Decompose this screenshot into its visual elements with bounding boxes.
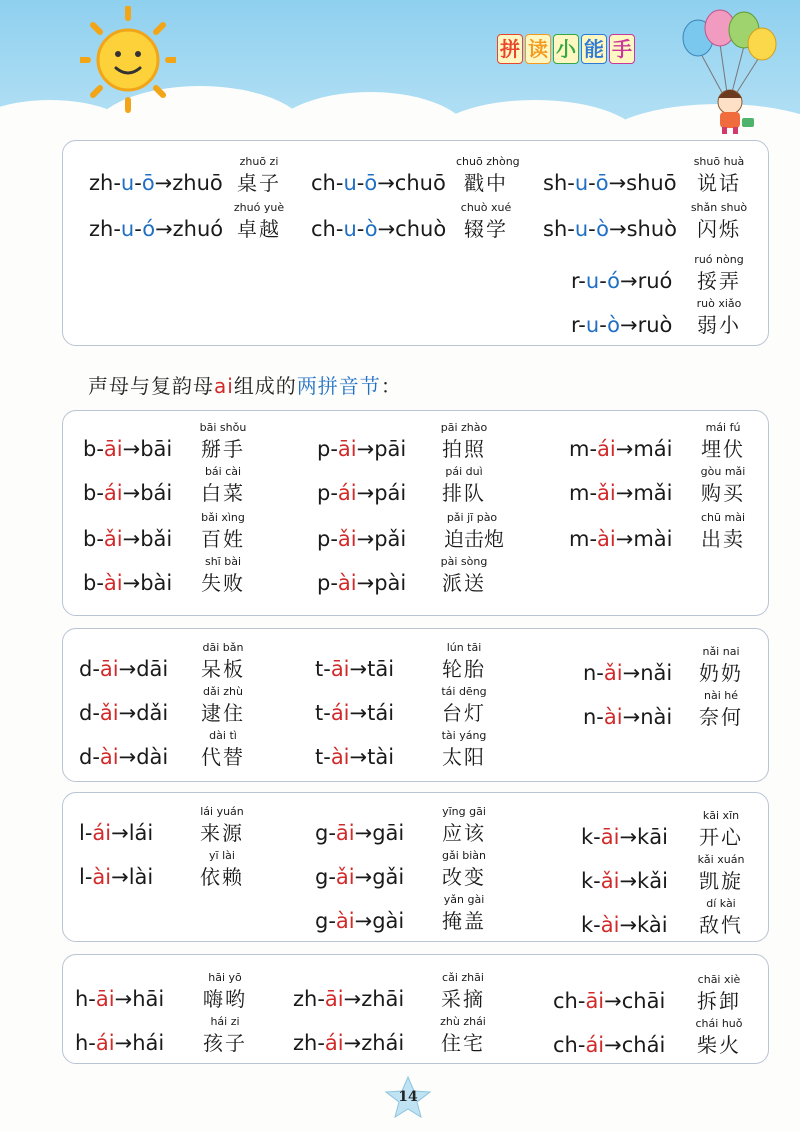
word-pinyin: gǎi biàn — [441, 849, 487, 862]
spelling-expression — [79, 821, 153, 845]
result: →gài — [354, 909, 405, 933]
word-hanzi: 开心 — [699, 825, 743, 849]
final: āi — [330, 657, 350, 681]
spelling-expression — [553, 989, 665, 1013]
word-pinyin: cǎi zhāi — [442, 971, 484, 984]
spelling-expression — [571, 313, 672, 337]
word-hanzi: 出卖 — [701, 527, 745, 551]
result: →mǎi — [615, 481, 673, 505]
result: →pái — [356, 481, 407, 505]
final: ái — [330, 701, 350, 725]
initial: h- — [75, 1031, 96, 1055]
title-char: 能 — [581, 34, 607, 64]
sun-icon — [80, 6, 176, 116]
initial: d- — [79, 701, 100, 725]
medial: u — [585, 313, 600, 337]
spelling-expression — [581, 825, 668, 849]
spelling-expression — [569, 437, 673, 461]
word-pinyin: tái dēng — [441, 685, 487, 698]
word-hanzi: 掩盖 — [442, 909, 486, 933]
spelling-expression — [75, 987, 164, 1011]
word-pinyin: yīng gāi — [442, 805, 486, 818]
final: ǎi — [600, 869, 620, 893]
result: →bái — [122, 481, 173, 505]
result: →zhuō — [154, 171, 223, 195]
word-pinyin: dí kài — [706, 897, 736, 910]
initial: p- — [317, 571, 338, 595]
final: ài — [103, 571, 123, 595]
initial: zh- — [89, 217, 121, 241]
medial: u — [120, 171, 135, 195]
word-pinyin: kǎi xuán — [697, 853, 745, 866]
word-hanzi: 代替 — [201, 745, 245, 769]
spelling-expression — [311, 217, 446, 241]
final: ái — [324, 1031, 344, 1055]
word-hanzi: 购买 — [701, 481, 745, 505]
word-hanzi: 奶奶 — [699, 661, 743, 685]
word-pinyin: ruò xiǎo — [696, 297, 742, 310]
final: āi — [95, 987, 115, 1011]
final: ài — [330, 745, 350, 769]
word-hanzi: 拆卸 — [697, 989, 741, 1013]
result: →hái — [114, 1031, 165, 1055]
spelling-expression — [583, 661, 672, 685]
word-pinyin: kāi xīn — [702, 809, 740, 822]
word-hanzi: 排队 — [442, 481, 486, 505]
spelling-expression — [569, 481, 673, 505]
word-pinyin: pǎi jī pào — [446, 511, 498, 524]
spelling-expression — [315, 745, 394, 769]
word-hanzi: 辍学 — [464, 217, 508, 241]
final: ái — [337, 481, 357, 505]
spelling-expression — [79, 701, 168, 725]
title-char: 拼 — [497, 34, 523, 64]
word-hanzi: 依赖 — [200, 865, 244, 889]
spelling-expression — [315, 865, 404, 889]
syllable-box-uo — [62, 140, 769, 346]
word-pinyin: nài hé — [703, 689, 738, 702]
initial: b- — [83, 481, 104, 505]
final: ái — [103, 481, 123, 505]
word-hanzi: 嗨哟 — [203, 987, 247, 1011]
balloon-girl-icon — [676, 8, 782, 136]
word-pinyin: lái yuán — [200, 805, 244, 818]
result: →mái — [615, 437, 673, 461]
spelling-expression — [83, 481, 172, 505]
word-hanzi: 呆板 — [201, 657, 245, 681]
final: ài — [92, 865, 112, 889]
word-hanzi: 卓越 — [237, 217, 281, 241]
word-hanzi: 孩子 — [203, 1031, 247, 1055]
spelling-expression — [79, 745, 168, 769]
result: →tài — [349, 745, 395, 769]
word-hanzi: 台灯 — [442, 701, 486, 725]
word-pinyin: zhù zhái — [440, 1015, 486, 1028]
word-pinyin: pài sòng — [440, 555, 488, 568]
word-hanzi: 逮住 — [201, 701, 245, 725]
syllable-box-dtn — [62, 628, 769, 782]
title-char: 手 — [609, 34, 635, 64]
final: ài — [335, 909, 355, 933]
final: āi — [99, 657, 119, 681]
initial: h- — [75, 987, 96, 1011]
result: →tái — [349, 701, 395, 725]
final: ó — [607, 269, 621, 293]
spelling-expression — [581, 869, 668, 893]
initial: m- — [569, 481, 598, 505]
instruction-part: 声母与复韵母 — [88, 374, 214, 398]
initial: k- — [581, 869, 601, 893]
result: →tāi — [349, 657, 395, 681]
connector: - — [356, 171, 365, 195]
initial: g- — [315, 865, 336, 889]
word-hanzi: 奈何 — [699, 705, 743, 729]
result: →gǎi — [354, 865, 405, 889]
word-pinyin: pái duì — [445, 465, 483, 478]
syllable-box-lgk — [62, 792, 769, 942]
result: →dāi — [118, 657, 169, 681]
word-pinyin: yǎn gài — [443, 893, 485, 906]
initial: sh- — [543, 217, 575, 241]
final: ǎi — [603, 661, 623, 685]
spelling-expression — [569, 527, 673, 551]
result: →zhāi — [343, 987, 405, 1011]
initial: ch- — [311, 171, 344, 195]
result: →pài — [356, 571, 407, 595]
final: ái — [95, 1031, 115, 1055]
initial: sh- — [543, 171, 575, 195]
result: →dǎi — [118, 701, 169, 725]
medial: u — [343, 171, 357, 195]
word-pinyin: lún tāi — [446, 641, 482, 654]
title-char: 读 — [525, 34, 551, 64]
spelling-expression — [315, 909, 404, 933]
final: ǎi — [335, 865, 355, 889]
spelling-expression — [581, 913, 668, 937]
connector: - — [588, 217, 597, 241]
result: →chuò — [377, 217, 447, 241]
word-hanzi: 弱小 — [697, 313, 741, 337]
result: →ruó — [620, 269, 673, 293]
spelling-expression — [83, 571, 172, 595]
word-pinyin: yī lài — [209, 849, 235, 862]
syllable-box-hzhch — [62, 954, 769, 1064]
spelling-expression — [293, 1031, 404, 1055]
result: →zhái — [343, 1031, 405, 1055]
spelling-expression — [79, 657, 168, 681]
initial: b- — [83, 437, 104, 461]
word-hanzi: 白菜 — [201, 481, 245, 505]
final: āi — [324, 987, 344, 1011]
word-pinyin: ruó nòng — [694, 253, 744, 266]
spelling-expression — [75, 1031, 164, 1055]
final: ài — [600, 913, 620, 937]
word-hanzi: 迫击炮 — [444, 527, 504, 551]
initial: p- — [317, 527, 338, 551]
initial: n- — [583, 661, 604, 685]
spelling-expression — [315, 701, 394, 725]
spelling-expression — [583, 705, 672, 729]
spelling-expression — [89, 217, 223, 241]
spelling-expression — [293, 987, 404, 1011]
initial: p- — [317, 481, 338, 505]
final: ǎi — [337, 527, 357, 551]
initial: n- — [583, 705, 604, 729]
spelling-expression — [571, 269, 672, 293]
spelling-expression — [543, 217, 677, 241]
page-header — [0, 0, 800, 140]
result: →chuō — [377, 171, 446, 195]
word-pinyin: hāi yō — [208, 971, 242, 984]
word-pinyin: bāi shǒu — [199, 421, 247, 434]
word-hanzi: 住宅 — [441, 1031, 485, 1055]
initial: t- — [315, 745, 331, 769]
spelling-expression — [317, 481, 406, 505]
connector: - — [599, 269, 608, 293]
word-hanzi: 拍照 — [442, 437, 486, 461]
initial: m- — [569, 527, 598, 551]
initial: b- — [83, 571, 104, 595]
initial: k- — [581, 825, 601, 849]
connector: - — [588, 171, 596, 195]
final: ò — [596, 217, 609, 241]
result: →shuō — [608, 171, 677, 195]
word-hanzi: 埋伏 — [701, 437, 745, 461]
result: →hāi — [114, 987, 165, 1011]
initial: b- — [83, 527, 104, 551]
spelling-expression — [83, 437, 172, 461]
medial: u — [343, 217, 357, 241]
word-hanzi: 桌子 — [237, 171, 281, 195]
word-pinyin: dāi bǎn — [202, 641, 244, 654]
word-hanzi: 戳中 — [464, 171, 508, 195]
final: ò — [607, 313, 621, 337]
connector: - — [134, 171, 142, 195]
initial: l- — [79, 865, 93, 889]
syllable-box-bpm — [62, 410, 769, 616]
instruction-highlight: 两拼音节 — [296, 374, 381, 398]
final: āi — [103, 437, 123, 461]
result: →lài — [111, 865, 154, 889]
word-hanzi: 轮胎 — [442, 657, 486, 681]
final: āi — [585, 989, 605, 1013]
initial: g- — [315, 909, 336, 933]
result: →zhuó — [155, 217, 224, 241]
initial: t- — [315, 701, 331, 725]
word-hanzi: 掰手 — [201, 437, 245, 461]
final: ó — [142, 217, 156, 241]
final: ài — [603, 705, 623, 729]
initial: zh- — [89, 171, 121, 195]
initial: m- — [569, 437, 598, 461]
result: →bài — [122, 571, 173, 595]
initial: r- — [571, 269, 586, 293]
final: āi — [335, 821, 355, 845]
title-char: 小 — [553, 34, 579, 64]
result: →mài — [615, 527, 673, 551]
instruction-text — [88, 370, 402, 399]
result: →lái — [111, 821, 154, 845]
initial: zh- — [293, 987, 325, 1011]
initial: ch- — [553, 1033, 586, 1057]
result: →chái — [604, 1033, 666, 1057]
final: āi — [337, 437, 357, 461]
word-pinyin: zhuō zi — [239, 155, 279, 168]
final: ò — [364, 217, 378, 241]
word-hanzi: 太阳 — [442, 745, 486, 769]
word-pinyin: dǎi zhù — [203, 685, 243, 698]
spelling-expression — [543, 171, 677, 195]
word-hanzi: 来源 — [200, 821, 244, 845]
medial: u — [120, 217, 135, 241]
result: →gāi — [354, 821, 405, 845]
word-hanzi: 敌忾 — [699, 913, 743, 937]
page-number-badge — [384, 1075, 432, 1119]
result: →shuò — [608, 217, 677, 241]
word-hanzi: 改变 — [442, 865, 486, 889]
final: ō — [595, 171, 609, 195]
word-hanzi: 失败 — [201, 571, 245, 595]
word-pinyin: chái huǒ — [695, 1017, 743, 1030]
spelling-expression — [315, 657, 394, 681]
result: →kāi — [619, 825, 668, 849]
word-pinyin: tài yáng — [441, 729, 487, 742]
word-hanzi: 柴火 — [697, 1033, 741, 1057]
word-hanzi: 闪烁 — [697, 217, 741, 241]
word-pinyin: bǎi xìng — [201, 511, 245, 524]
word-pinyin: dài tì — [209, 729, 237, 742]
final: ái — [597, 437, 616, 461]
final: āi — [600, 825, 620, 849]
final: ài — [99, 745, 119, 769]
word-hanzi: 挼弄 — [697, 269, 741, 293]
word-pinyin: hái zi — [210, 1015, 240, 1028]
result: →pǎi — [356, 527, 407, 551]
result: →kǎi — [619, 869, 668, 893]
spelling-expression — [317, 527, 406, 551]
initial: ch- — [553, 989, 586, 1013]
spelling-expression — [83, 527, 172, 551]
final: ài — [597, 527, 616, 551]
medial: u — [574, 171, 589, 195]
spelling-expression — [79, 865, 153, 889]
word-pinyin: shī bài — [204, 555, 242, 568]
final: ái — [585, 1033, 605, 1057]
word-hanzi: 应该 — [442, 821, 486, 845]
initial: g- — [315, 821, 336, 845]
page-number: 14 — [398, 1089, 418, 1105]
spelling-expression — [315, 821, 404, 845]
word-pinyin: bái cài — [204, 465, 242, 478]
initial: d- — [79, 657, 100, 681]
word-pinyin: pāi zhào — [440, 421, 488, 434]
word-pinyin: chū mài — [701, 511, 745, 524]
result: →nǎi — [622, 661, 673, 685]
initial: p- — [317, 437, 338, 461]
final: ài — [337, 571, 357, 595]
instruction-part: 组成的 — [233, 374, 297, 398]
final: ái — [92, 821, 112, 845]
final: ǎi — [103, 527, 123, 551]
connector: - — [599, 313, 608, 337]
initial: zh- — [293, 1031, 325, 1055]
spelling-expression — [553, 1033, 665, 1057]
initial: r- — [571, 313, 586, 337]
spelling-expression — [311, 171, 446, 195]
initial: l- — [79, 821, 93, 845]
word-pinyin: chuò xué — [460, 201, 512, 214]
final: ǎi — [99, 701, 119, 725]
word-pinyin: chāi xiè — [697, 973, 741, 986]
word-pinyin: shuō huà — [693, 155, 745, 168]
word-pinyin: gòu mǎi — [700, 465, 746, 478]
result: →chāi — [604, 989, 666, 1013]
result: →nài — [622, 705, 673, 729]
connector: - — [356, 217, 365, 241]
initial: d- — [79, 745, 100, 769]
initial: k- — [581, 913, 601, 937]
medial: u — [574, 217, 589, 241]
medial: u — [585, 269, 600, 293]
result: →kài — [619, 913, 668, 937]
page-title — [497, 34, 635, 64]
word-hanzi: 凯旋 — [699, 869, 743, 893]
word-hanzi: 百姓 — [201, 527, 245, 551]
result: →bāi — [122, 437, 173, 461]
connector: - — [134, 217, 143, 241]
final: ō — [364, 171, 378, 195]
word-pinyin: zhuó yuè — [233, 201, 285, 214]
word-hanzi: 说话 — [697, 171, 741, 195]
initial: ch- — [311, 217, 344, 241]
word-pinyin: nǎi nai — [702, 645, 740, 658]
word-pinyin: mái fú — [705, 421, 741, 434]
result: →ruò — [620, 313, 673, 337]
initial: t- — [315, 657, 331, 681]
word-hanzi: 派送 — [442, 571, 486, 595]
instruction-part: ： — [380, 374, 402, 398]
spelling-expression — [89, 171, 223, 195]
result: →pāi — [356, 437, 407, 461]
word-pinyin: shǎn shuò — [690, 201, 748, 214]
spelling-expression — [317, 571, 406, 595]
result: →bǎi — [122, 527, 173, 551]
word-hanzi: 采摘 — [441, 987, 485, 1011]
word-pinyin: chuō zhòng — [456, 155, 520, 168]
spelling-expression — [317, 437, 406, 461]
result: →dài — [118, 745, 169, 769]
instruction-highlight: ai — [214, 374, 234, 398]
final: ō — [141, 171, 155, 195]
final: ǎi — [597, 481, 616, 505]
